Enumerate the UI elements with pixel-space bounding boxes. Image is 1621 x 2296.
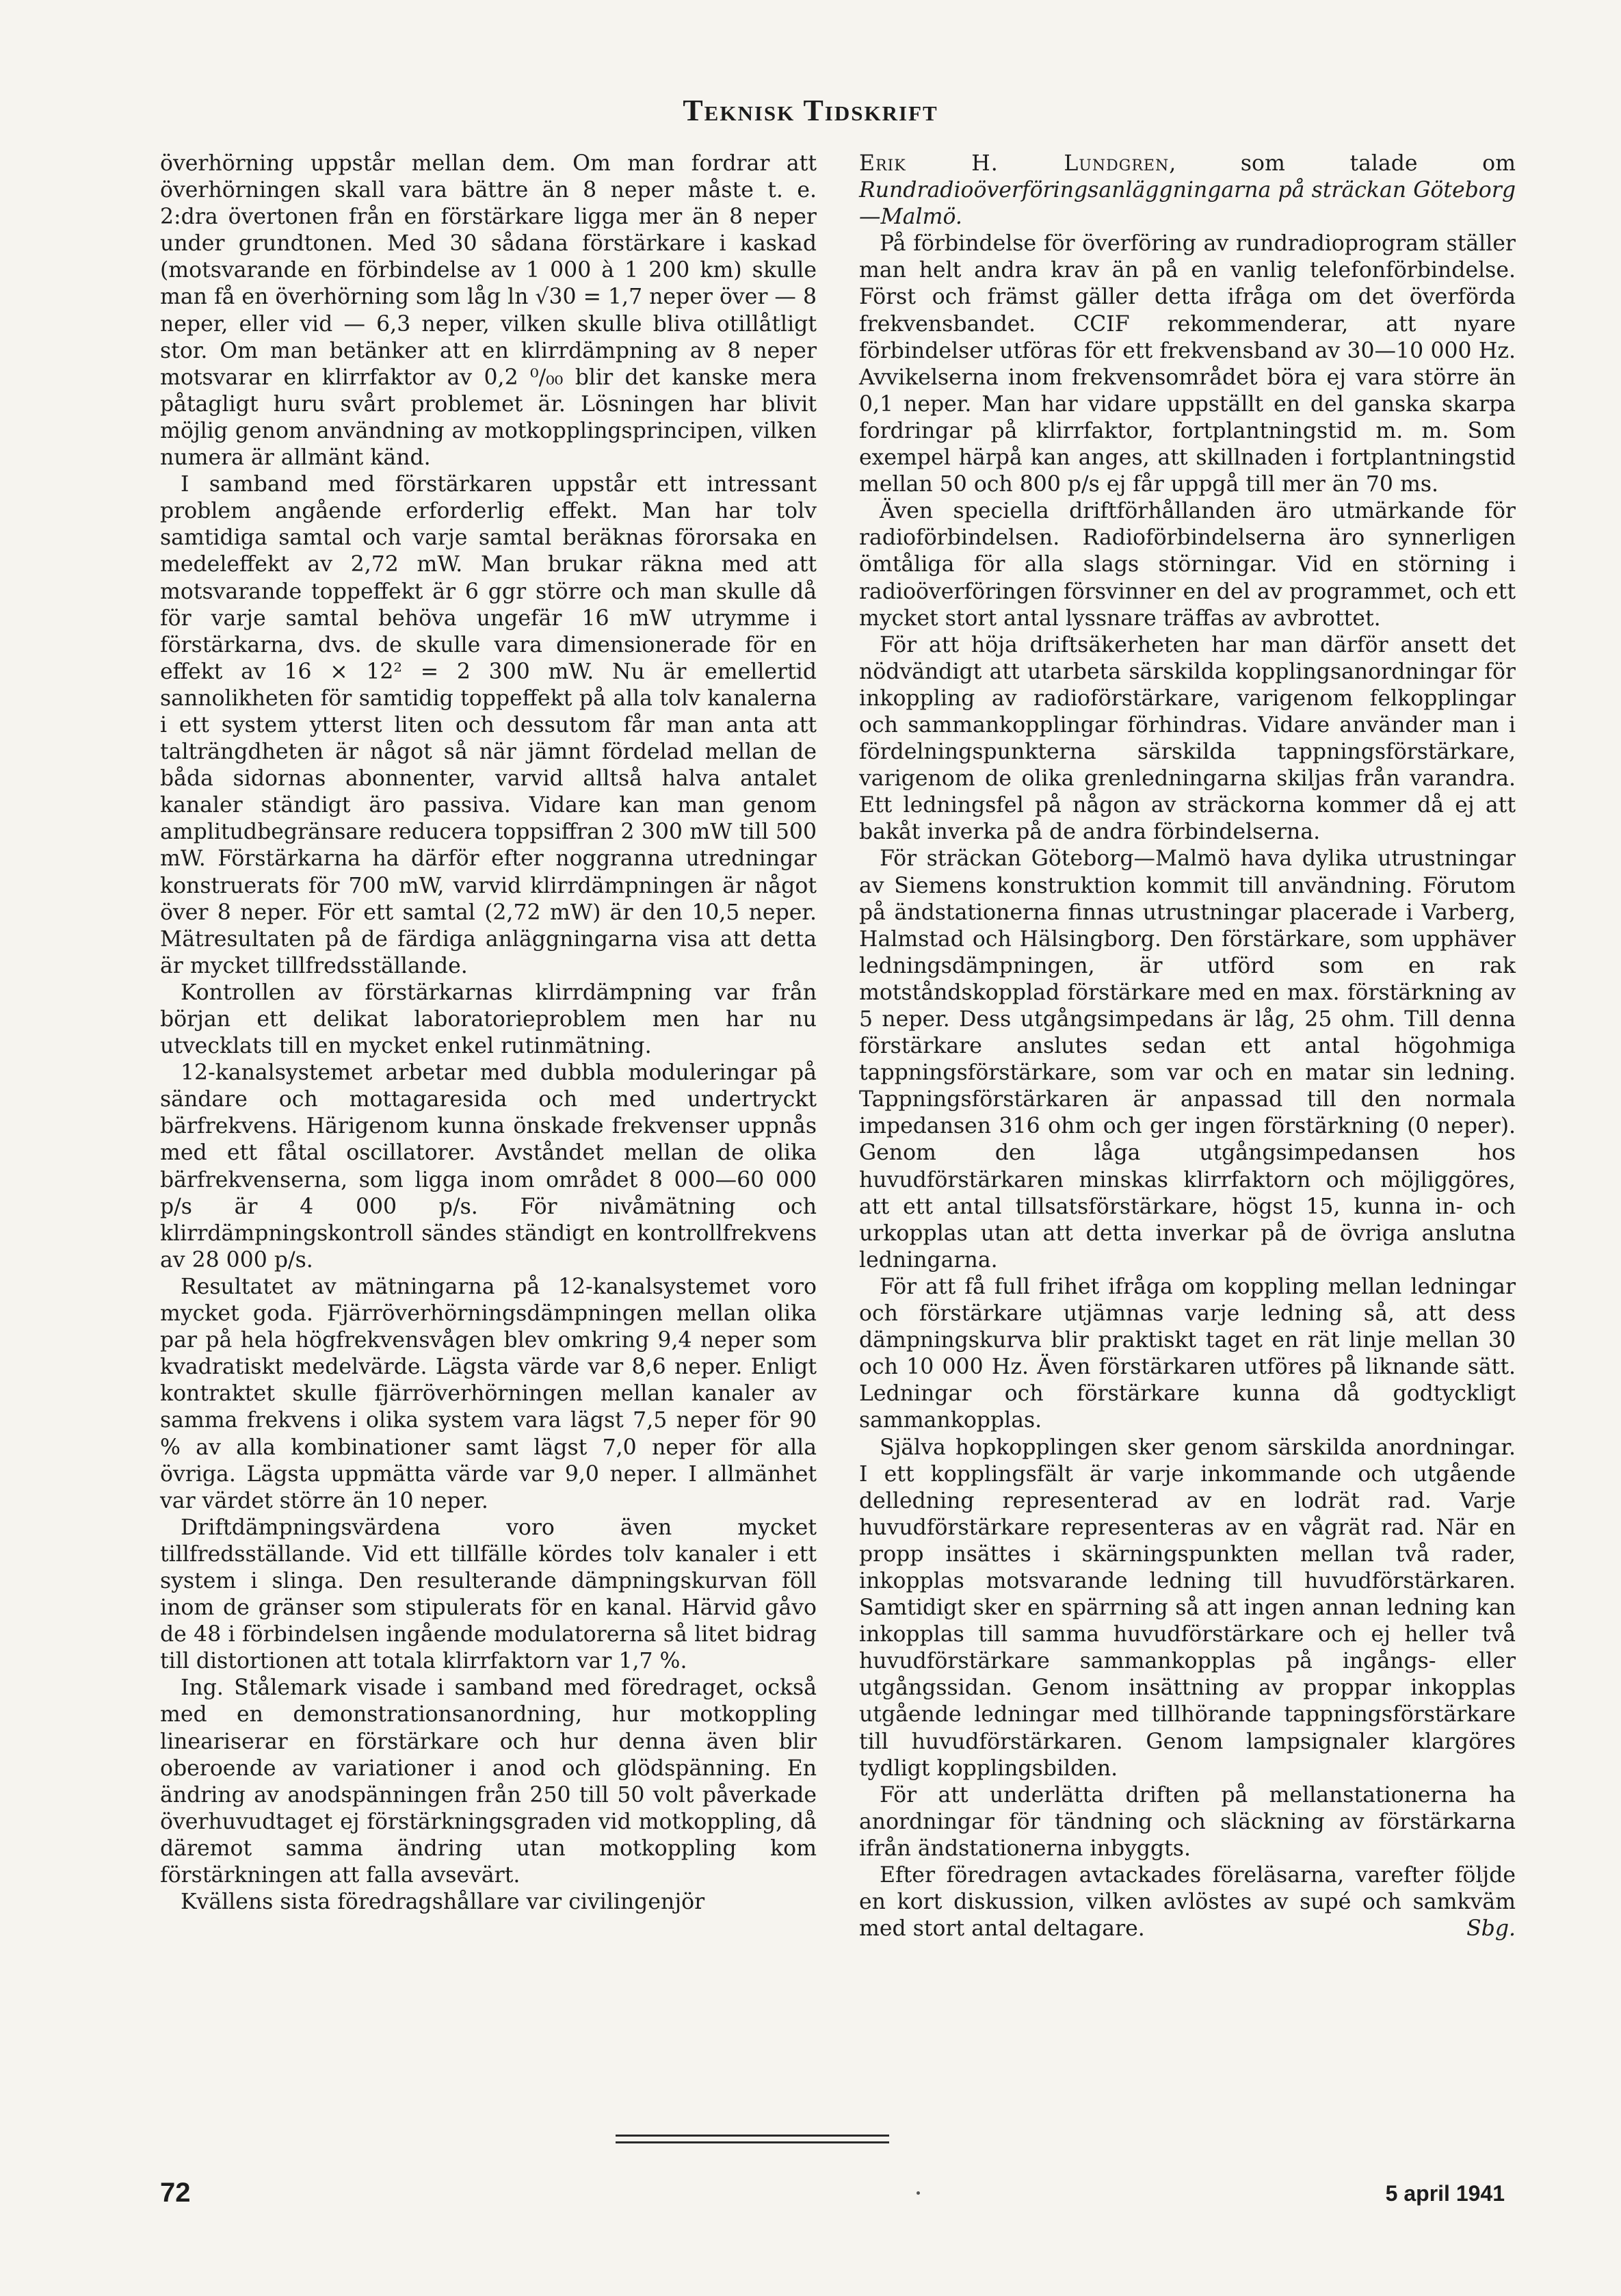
speaker-name: Erik H. Lundgren xyxy=(859,151,1170,176)
paragraph: 12-kanalsystemet arbetar med dubbla moduleringar på sändare och mottagaresida och med undertryckt bärfrekvens. Härigenom kunna önskade frekvenser uppnås med ett fåtal oscillatorer. Avståndet mellan de olika bärfrekvenserna, som ligga inom området 8 000—60 000 p/s är 4 000 p/s. För nivåmätning och klirrdämpningskontroll sändes ständigt en kontrollfrekvens av 28 000 p/s. xyxy=(160,1060,817,1273)
paragraph: överhörning uppstår mellan dem. Om man fordrar att överhörningen skall vara bättre än 8 neper måste t. e. 2:dra övertonen från en förstärkare ligga mer än 8 neper under grundtonen. Med 30 sådana förstärkare i kaskad (motsvarande en förbindelse av 1 000 à 1 200 km) skulle man få en överhörning som låg ln √30 = 1,7 neper över — 8 neper, eller vid — 6,3 neper, vilken skulle bliva otillåtligt stor. Om man betänker att en klirrdämpning av 8 neper motsvarar en klirrfaktor av 0,2 ⁰/₀₀ blir det kanske mera påtagligt huru svårt problemet är. Lösningen har blivit möjlig genom användning av motkopplingsprincipen, vilken numera är allmänt känd. xyxy=(160,151,817,471)
paragraph: För att underlätta driften på mellanstationerna ha anordningar för tändning och släckning av förstärkarna ifrån ändstationerna inbyggts. xyxy=(859,1782,1516,1861)
issue-date: 5 april 1941 xyxy=(1385,2181,1505,2206)
closing-text: Efter föredragen avtackades föreläsarna, varefter följde en kort diskussion, vilken avlöstes av supé och samkväm med stort antal deltagare. xyxy=(859,1863,1516,1942)
talk-title: Rundradioöverföringsanläggningarna på sträckan Göteborg—Malmö. xyxy=(859,178,1516,230)
paragraph: För att höja driftsäkerheten har man därför ansett det nödvändigt att utarbeta särskilda kopplingsanordningar för inkoppling av radioförstärkare, varigenom felkopplingar och sammankopplingar förhindras. Vidare använder man i fördelningspunkterna särskilda tappningsförstärkare, varigenom de olika grenledningarna skiljas från varandra. Ett ledningsfel på någon av sträckorna kommer då ej att bakåt inverka på de andra förbindelserna. xyxy=(859,632,1516,845)
speaker-intro-paragraph xyxy=(859,151,1516,231)
journal-masthead: Teknisk Tidskrift xyxy=(683,94,938,127)
paragraph: För att få full frihet ifråga om koppling mellan ledningar och förstärkare utjämnas varje ledning så, att dess dämpningskurva blir praktiskt taget en rät linje mellan 30 och 10 000 Hz. Även förstärkaren utföres på liknande sätt. Ledningar och förstärkare kunna då godtyckligt sammankopplas. xyxy=(859,1274,1516,1433)
signature: Sbg. xyxy=(1466,1916,1516,1942)
closing-paragraph xyxy=(859,1862,1516,1942)
speaker-intro: , som talade om xyxy=(1169,151,1516,176)
paragraph: På förbindelse för överföring av rundradioprogram ställer man helt andra krav än på en vanlig telefonförbindelse. Först och främst gäller detta ifråga om det överförda frekvensbandet. CCIF rekommenderar, att nyare förbindelser utföras för ett frekvensband av 30—10 000 Hz. Avvikelserna inom frekvensområdet böra ej vara större än 0,1 neper. Man har vidare uppställt en del ganska skarpa fordringar på klirrfaktor, fortplantningstid m. m. Som exempel härpå kan anges, att skillnaden i fortplantningstid mellan 50 och 800 p/s ej får uppgå till mer än 70 ms. xyxy=(859,231,1516,497)
paragraph: Resultatet av mätningarna på 12-kanalsystemet voro mycket goda. Fjärröverhörningsdämpningen mellan olika par på hela högfrekvensvågen blev omkring 9,4 neper som kvadratiskt medelvärde. Lägsta värde var 8,6 neper. Enligt kontraktet skulle fjärröverhörningen mellan kanaler av samma frekvens i olika system vara lägst 7,5 neper för 90 % av alla kombinationer samt lägst 7,0 neper för alla övriga. Lägsta uppmätta värde var 9,0 neper. I allmänhet var värdet större än 10 neper. xyxy=(160,1274,817,1513)
print-speck xyxy=(917,2191,920,2195)
right-column xyxy=(859,151,1516,1942)
end-rule xyxy=(616,2135,889,2137)
page-number: 72 xyxy=(160,2178,191,2208)
end-rule xyxy=(616,2141,889,2143)
paragraph: Själva hopkopplingen sker genom särskilda anordningar. I ett kopplingsfält är varje inkommande och utgående delledning representerad av en lodrät rad. Varje huvudförstärkare representeras av en vågrät rad. När en propp insättes i skärningspunkten mellan två rader, inkopplas motsvarande ledning till huvudförstärkaren. Samtidigt sker en spärrning så att ingen annan ledning kan inkopplas till samma huvudförstärkare och ej heller två huvudförstärkare sammankopplas på ingångs- eller utgångssidan. Genom insättning av proppar inkopplas utgående ledningar med tillhörande tappningsförstärkare till huvudförstärkaren. Genom lampsignaler klargöres tydligt kopplingsbilden. xyxy=(859,1435,1516,1781)
paragraph: I samband med förstärkaren uppstår ett intressant problem angående erforderlig effekt. Man har tolv samtidiga samtal och varje samtal beräknas förorsaka en medeleffekt av 2,72 mW. Man brukar räkna med att motsvarande toppeffekt är 6 ggr större och man skulle då för varje samtal behöva ungefär 16 mW utrymme i förstärkarna, dvs. de skulle vara dimensionerade för en effekt av 16 × 12² = 2 300 mW. Nu är emellertid sannolikheten för samtidig toppeffekt på alla tolv kanalerna i ett system ytterst liten och dessutom får man anta att talträngdheten är något så när jämnt fördelad mellan de båda sidornas abonnenter, varvid alltså halva antalet kanaler ständigt äro passiva. Vidare kan man genom amplitudbegränsare reducera toppsiffran 2 300 mW till 500 mW. Förstärkarna ha därför efter noggranna utredningar konstruerats för 700 mW, varvid klirrdämpningen är något över 8 neper. För ett samtal (2,72 mW) är den 10,5 neper. Mätresultaten på de färdiga anläggningarna visa att detta är mycket tillfredsställande. xyxy=(160,472,817,978)
paragraph: Kvällens sista föredragshållare var civilingenjör xyxy=(181,1890,705,1915)
paragraph: Driftdämpningsvärdena voro även mycket tillfredsställande. Vid ett tillfälle kördes tolv kanaler i ett system i slinga. Den resulterande dämpningskurvan föll inom de gränser som stipulerats för en kanal. Härvid gåvo de 48 i förbindelsen ingående modulatorerna så litet bidrag till distortionen att totala klirrfaktorn var 1,7 %. xyxy=(160,1515,817,1674)
paragraph: För sträckan Göteborg—Malmö hava dylika utrustningar av Siemens konstruktion kommit till användning. Förutom på ändstationerna finnas utrustningar placerade i Varberg, Halmstad och Hälsingborg. Den förstärkare, som upphäver ledningsdämpningen, är utförd som en rak motståndskopplad förstärkare med en max. förstärkning av 5 neper. Dess utgångsimpedans är låg, 25 ohm. Till denna förstärkare anslutes sedan ett antal högohmiga tappningsförstärkare, som var och en matar sin ledning. Tappningsförstärkaren är anpassad till den normala impedansen 316 ohm och ger ingen förstärkning (0 neper). Genom den låga utgångsimpedansen hos huvudförstärkaren minskas klirrfaktorn och möjliggöres, att ett antal tillsatsförstärkare, högst 15, kunna in- och urkopplas utan att detta inverkar på de övriga anslutna ledningarna. xyxy=(859,846,1516,1273)
left-column xyxy=(160,151,817,1916)
paragraph: Kontrollen av förstärkarnas klirrdämpning var från början ett delikat laboratorieproblem men har nu utvecklats till en mycket enkel rutinmätning. xyxy=(160,980,817,1059)
paragraph: Ing. Stålemark visade i samband med föredraget, också med en demonstrationsanordning, hur motkoppling lineariserar en förstärkare och hur denna även blir oberoende av variationer i anod och glödspänning. En ändring av anodspänningen från 250 till 50 volt påverkade överhuvudtaget ej förstärkningsgraden vid motkoppling, då däremot samma ändring utan motkoppling kom förstärkningen att falla avsevärt. xyxy=(160,1675,817,1888)
paragraph: Även speciella driftförhållanden äro utmärkande för radioförbindelsen. Radioförbindelserna äro synnerligen ömtåliga för alla slags störningar. Vid en störning i radioöverföringen försvinner en del av programmet, och ett mycket stort antal lyssnare träffas av avbrottet. xyxy=(859,499,1516,631)
